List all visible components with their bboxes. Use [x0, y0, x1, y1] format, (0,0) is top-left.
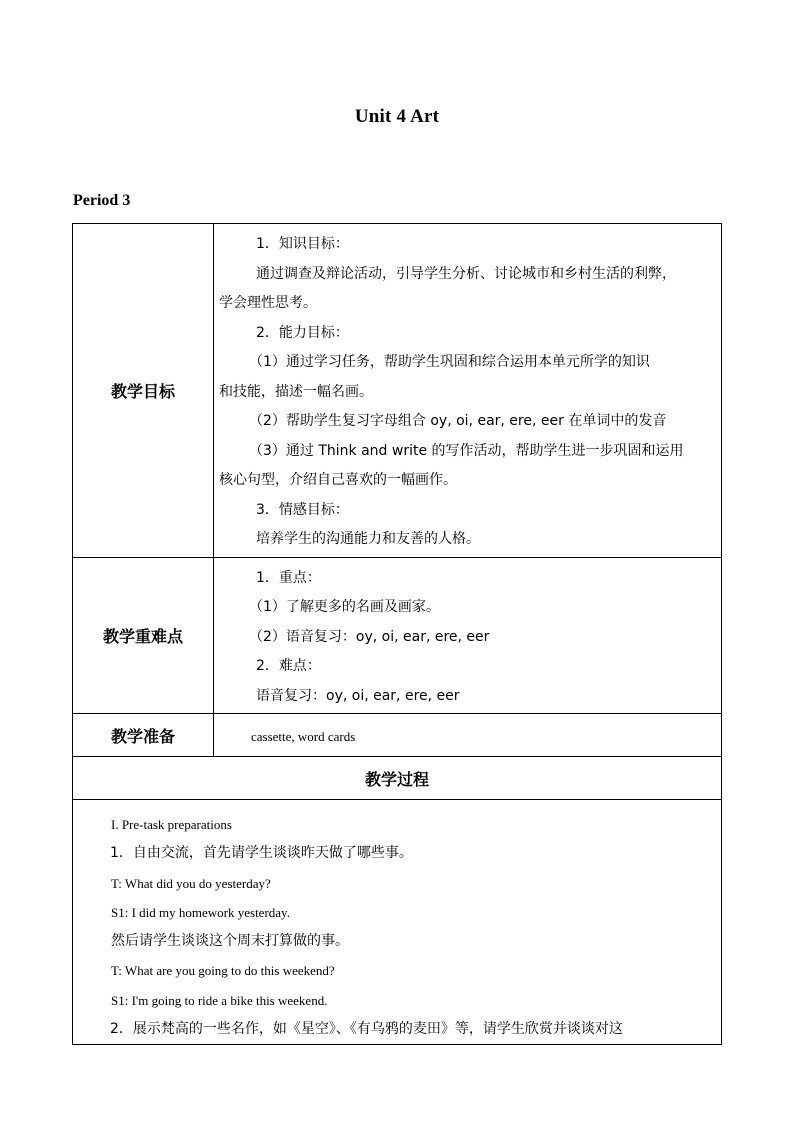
objectives-line: 2．能力目标：: [256, 324, 349, 341]
process-line: T: What did you do yesterday?: [111, 875, 271, 891]
objectives-line: （1）通过学习任务，帮助学生巩固和综合运用本单元所学的知识: [249, 354, 650, 370]
key-points-row: [73, 557, 722, 714]
objectives-line: 3．情感目标：: [256, 501, 349, 518]
objectives-line: 核心句型，介绍自己喜欢的一幅画作。: [219, 472, 457, 488]
objectives-line: 1．知识目标：: [256, 236, 349, 252]
preparation-row: [73, 714, 722, 757]
process-line: I. Pre-task preparations: [111, 817, 232, 832]
key-points-label: 教学重难点: [73, 557, 214, 714]
preparation-value: cassette, word cards: [251, 728, 356, 744]
objectives-line: （2）帮助学生复习字母组合 oy, oi, ear, ere, eer 在单词中的发音: [249, 413, 667, 429]
objectives-line: 学会理性思考。: [219, 295, 317, 311]
key-points-line: （2）语音复习：oy, oi, ear, ere, eer: [249, 628, 490, 645]
process-line: 1．自由交流，首先请学生谈谈昨天做了哪些事。: [110, 845, 413, 862]
key-points-line: 语音复习：oy, oi, ear, ere, eer: [256, 687, 460, 704]
key-points-content: [214, 557, 722, 714]
process-line: S1: I did my homework yesterday.: [111, 904, 290, 920]
process-label: 教学过程: [73, 757, 722, 800]
process-line: 然后请学生谈谈这个周末打算做的事。: [111, 933, 349, 950]
objectives-label: 教学目标: [73, 224, 214, 558]
preparation-label: 教学准备: [73, 714, 214, 757]
objectives-content: [214, 224, 722, 558]
process-line: 2．展示梵高的一些名作，如《星空》、《有乌鸦的麦田》等，请学生欣赏并谈谈对这: [110, 1021, 623, 1038]
objectives-line: 培养学生的沟通能力和友善的人格。: [256, 531, 480, 547]
process-line: S1: I'm going to ride a bike this weekend.: [111, 992, 328, 1008]
key-points-line: 2．难点：: [256, 658, 321, 674]
process-content: [73, 800, 722, 1045]
preparation-content: [214, 714, 722, 757]
objectives-line: 通过调查及辩论活动，引导学生分析、讨论城市和乡村生活的利弊，: [256, 265, 676, 282]
key-points-line: （1）了解更多的名画及画家。: [249, 599, 440, 615]
document-title: Unit 4 Art: [354, 106, 440, 127]
key-points-line: 1．重点：: [256, 569, 321, 586]
period-heading: Period 3: [73, 192, 131, 209]
process-header-row: [73, 757, 722, 800]
objectives-line: （3）通过 Think and write 的写作活动，帮助学生进一步巩固和运用: [249, 442, 684, 459]
process-line: T: What are you going to do this weekend?: [111, 963, 335, 979]
objectives-row: [73, 224, 722, 558]
objectives-line: 和技能，描述一幅名画。: [219, 383, 373, 400]
lesson-plan-table: [72, 223, 722, 1045]
process-body-row: [73, 800, 722, 1045]
